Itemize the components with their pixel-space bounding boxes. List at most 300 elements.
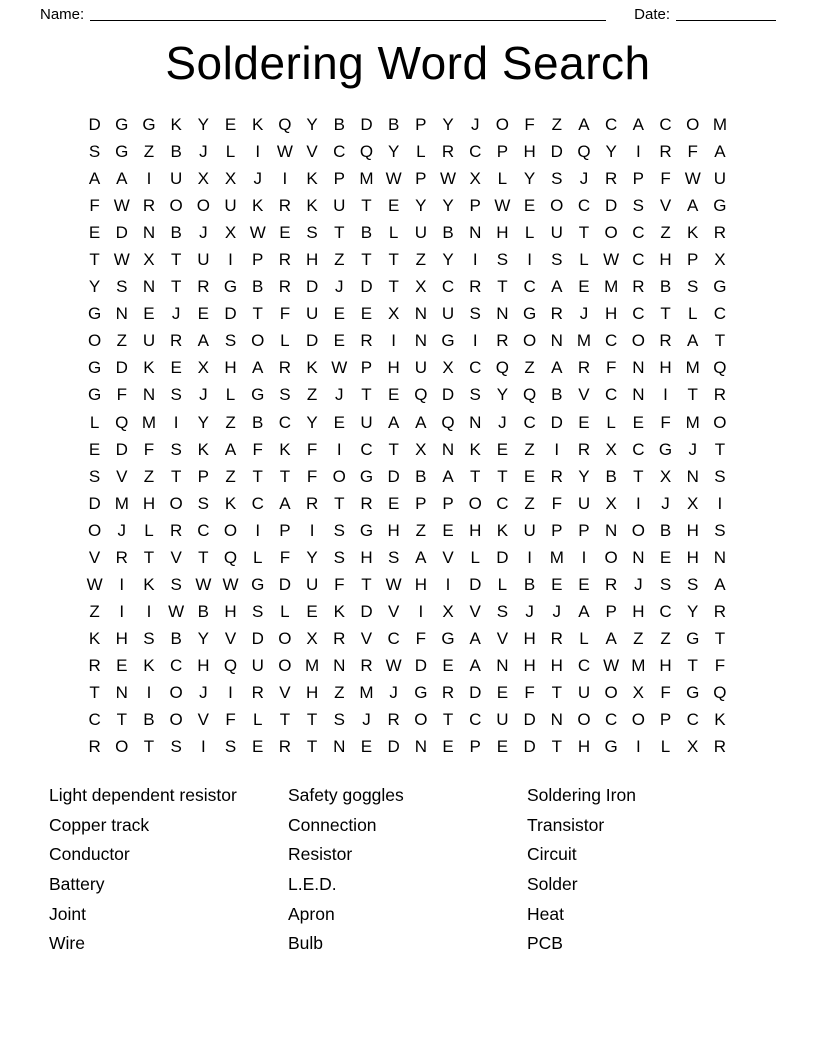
grid-cell: A	[387, 412, 400, 432]
grid-cell: W	[168, 601, 185, 621]
word-list	[49, 781, 789, 959]
grid-cell: A	[714, 142, 726, 162]
grid-cell: T	[279, 466, 291, 486]
grid-cell: O	[604, 683, 618, 702]
grid-cell: A	[687, 331, 699, 351]
grid-cell: R	[713, 385, 727, 405]
grid-cell: E	[88, 223, 101, 243]
grid-cell: C	[197, 520, 210, 540]
grid-cell: Z	[225, 412, 236, 432]
grid-cell: J	[171, 304, 181, 324]
grid-cell: F	[306, 439, 318, 459]
grid-cell: T	[578, 223, 590, 243]
grid-cell: G	[223, 277, 238, 297]
grid-cell: Y	[306, 115, 318, 135]
grid-cell: L	[252, 547, 263, 567]
word-list-item: Circuit	[527, 844, 577, 865]
grid-cell: K	[88, 628, 101, 648]
grid-cell: J	[335, 385, 344, 405]
grid-cell: I	[635, 493, 641, 513]
grid-cell: D	[441, 385, 455, 405]
grid-cell: F	[660, 169, 671, 189]
grid-cell: O	[604, 223, 618, 243]
grid-cell: B	[605, 466, 617, 486]
grid-cell: K	[143, 358, 155, 378]
word-list-column-2	[288, 781, 527, 959]
grid-cell: F	[116, 385, 127, 405]
grid-cell: E	[306, 601, 318, 621]
grid-cell: U	[441, 304, 455, 324]
grid-cell: Z	[116, 331, 127, 351]
word-list-item: PCB	[527, 933, 563, 954]
grid-cell: Y	[415, 196, 427, 216]
grid-cell: Y	[197, 628, 210, 648]
grid-cell: V	[224, 628, 237, 648]
grid-cell: U	[713, 169, 727, 189]
grid-cell: K	[469, 439, 481, 459]
grid-cell: H	[659, 250, 672, 270]
grid-cell: Z	[143, 466, 155, 486]
grid-cell: O	[332, 466, 346, 486]
grid-cell: H	[686, 547, 699, 567]
grid-cell: T	[252, 304, 263, 324]
grid-cell: E	[523, 196, 536, 216]
grid-cell: T	[89, 683, 100, 702]
grid-cell: R	[360, 331, 373, 351]
grid-cell: M	[604, 277, 619, 297]
grid-cell: E	[224, 115, 237, 135]
grid-cell: E	[578, 277, 590, 297]
grid-cell: Z	[524, 439, 535, 459]
grid-cell: X	[687, 493, 699, 513]
grid-cell: P	[496, 142, 509, 162]
grid-cell: A	[714, 574, 726, 594]
grid-cell: G	[713, 277, 727, 297]
grid-cell: A	[116, 169, 128, 189]
grid-cell: P	[605, 601, 617, 621]
grid-cell: N	[414, 331, 427, 351]
grid-cell: I	[472, 250, 478, 270]
grid-cell: N	[142, 223, 156, 243]
grid-cell: W	[603, 250, 620, 270]
grid-cell: L	[579, 628, 589, 648]
grid-cell: T	[497, 277, 508, 297]
grid-cell: Q	[223, 547, 238, 567]
grid-cell: U	[414, 358, 427, 378]
grid-cell: P	[469, 196, 481, 216]
grid-cell: X	[605, 493, 617, 513]
grid-cell: A	[687, 196, 699, 216]
grid-cell: T	[388, 250, 399, 270]
grid-cell: T	[442, 710, 454, 730]
grid-cell: E	[442, 520, 454, 540]
grid-cell: B	[659, 520, 672, 540]
grid-cell: S	[306, 223, 318, 243]
grid-cell: A	[632, 115, 645, 135]
grid-cell: O	[550, 196, 564, 216]
grid-cell: E	[387, 385, 400, 405]
grid-cell: D	[88, 493, 101, 513]
grid-cell: E	[578, 412, 590, 432]
grid-cell: R	[550, 304, 563, 324]
grid-cell: Y	[197, 115, 210, 135]
grid-cell: G	[87, 304, 102, 324]
grid-cell: L	[579, 250, 589, 270]
grid-cell: Q	[278, 115, 292, 135]
word-list-item: Soldering Iron	[527, 785, 636, 806]
grid-cell: A	[578, 601, 590, 621]
grid-cell: I	[282, 169, 288, 189]
grid-cell: S	[279, 385, 291, 405]
grid-cell: E	[252, 737, 264, 757]
grid-cell: C	[333, 142, 346, 162]
grid-cell: X	[605, 439, 617, 459]
grid-cell: R	[278, 196, 292, 216]
grid-cell: Z	[225, 466, 236, 486]
grid-cell: H	[659, 358, 672, 378]
grid-cell: I	[527, 250, 532, 270]
grid-cell: C	[605, 710, 618, 730]
grid-cell: M	[549, 547, 564, 567]
grid-cell: C	[577, 655, 591, 675]
grid-cell: X	[469, 169, 481, 189]
grid-cell: K	[306, 169, 318, 189]
grid-cell: R	[278, 250, 292, 270]
grid-cell: G	[686, 683, 700, 702]
grid-cell: U	[523, 520, 536, 540]
grid-cell: R	[577, 358, 591, 378]
grid-cell: S	[224, 737, 237, 757]
grid-cell: O	[87, 331, 102, 351]
grid-cell: O	[686, 115, 700, 135]
grid-cell: F	[252, 439, 263, 459]
grid-cell: H	[469, 520, 482, 540]
grid-cell: C	[659, 601, 672, 621]
grid-cell: N	[142, 385, 156, 405]
grid-cell: I	[255, 142, 261, 162]
grid-cell: C	[278, 412, 292, 432]
grid-cell: S	[88, 142, 101, 162]
word-list-column-3	[527, 781, 767, 959]
grid-cell: L	[606, 412, 616, 432]
grid-cell: Z	[524, 493, 535, 513]
grid-cell: O	[604, 547, 618, 567]
grid-cell: I	[635, 737, 641, 757]
grid-cell: C	[387, 628, 400, 648]
grid-cell: I	[472, 331, 478, 351]
grid-cell: C	[523, 277, 536, 297]
grid-cell: F	[551, 493, 562, 513]
grid-cell: E	[116, 655, 128, 675]
grid-cell: E	[442, 655, 454, 675]
grid-cell: D	[115, 223, 128, 243]
grid-cell: O	[522, 331, 537, 351]
grid-cell: W	[684, 169, 701, 189]
grid-cell: S	[632, 196, 645, 216]
grid-cell: N	[115, 304, 128, 324]
grid-cell: X	[197, 358, 210, 378]
grid-cell: C	[441, 277, 455, 297]
grid-cell: F	[143, 439, 155, 459]
grid-cell: L	[252, 710, 263, 730]
grid-cell: A	[469, 655, 481, 675]
grid-cell: J	[362, 710, 371, 730]
grid-cell: D	[550, 142, 563, 162]
grid-cell: D	[523, 710, 536, 730]
grid-cell: K	[714, 710, 726, 730]
grid-cell: U	[360, 412, 373, 432]
grid-cell: W	[113, 250, 130, 270]
grid-cell: U	[197, 250, 210, 270]
grid-cell: I	[200, 737, 206, 757]
grid-cell: C	[632, 250, 645, 270]
grid-cell: F	[415, 628, 427, 648]
grid-cell: R	[659, 331, 672, 351]
grid-cell: D	[605, 196, 618, 216]
grid-cell: H	[142, 493, 156, 513]
grid-cell: I	[119, 574, 125, 594]
grid-cell: Y	[523, 169, 536, 189]
grid-cell: O	[577, 710, 591, 730]
word-list-item: Bulb	[288, 933, 324, 954]
grid-cell: Z	[143, 142, 155, 162]
grid-cell: B	[170, 142, 182, 162]
grid-cell: X	[415, 439, 427, 459]
grid-cell: G	[686, 628, 700, 648]
grid-cell: S	[714, 520, 726, 540]
grid-cell: D	[469, 683, 482, 702]
grid-cell: I	[173, 412, 179, 432]
grid-cell: C	[496, 493, 509, 513]
grid-cell: X	[143, 250, 155, 270]
grid-cell: D	[550, 412, 563, 432]
grid-cell: Q	[522, 385, 537, 405]
grid-cell: L	[660, 737, 671, 757]
grid-cell: R	[632, 277, 645, 297]
grid-cell: D	[305, 331, 319, 351]
grid-cell: U	[333, 196, 346, 216]
grid-cell: W	[494, 196, 511, 216]
grid-cell: D	[88, 115, 101, 135]
grid-cell: N	[550, 331, 563, 351]
grid-cell: S	[551, 169, 563, 189]
grid-cell: R	[278, 277, 292, 297]
grid-cell: U	[251, 655, 264, 675]
grid-cell: Y	[578, 466, 590, 486]
grid-cell: J	[470, 115, 480, 135]
grid-cell: J	[579, 304, 589, 324]
grid-cell: K	[306, 358, 318, 378]
grid-cell: R	[441, 683, 455, 702]
grid-cell: X	[687, 737, 699, 757]
grid-cell: P	[252, 250, 264, 270]
grid-cell: I	[527, 547, 532, 567]
grid-cell: R	[115, 547, 128, 567]
grid-cell: U	[142, 331, 156, 351]
grid-cell: M	[359, 683, 374, 702]
grid-cell: O	[414, 710, 428, 730]
grid-cell: E	[333, 412, 345, 432]
grid-cell: W	[113, 196, 130, 216]
grid-cell: U	[305, 304, 319, 324]
grid-cell: C	[251, 493, 264, 513]
grid-cell: S	[469, 385, 481, 405]
grid-cell: G	[87, 385, 102, 405]
grid-cell: I	[635, 142, 641, 162]
grid-cell: S	[170, 385, 182, 405]
grid-cell: G	[359, 466, 374, 486]
grid-cell: O	[169, 493, 183, 513]
grid-cell: O	[169, 196, 183, 216]
grid-cell: T	[470, 466, 481, 486]
grid-cell: R	[360, 655, 373, 675]
grid-cell: I	[445, 574, 451, 594]
grid-cell: O	[278, 655, 292, 675]
grid-cell: R	[713, 737, 727, 757]
grid-cell: Y	[496, 385, 509, 405]
grid-cell: G	[658, 439, 673, 459]
grid-cell: V	[170, 547, 182, 567]
grid-cell: C	[632, 439, 645, 459]
grid-cell: I	[146, 601, 152, 621]
grid-cell: T	[334, 223, 345, 243]
grid-cell: W	[86, 574, 103, 594]
grid-cell: J	[498, 412, 507, 432]
grid-cell: S	[333, 547, 345, 567]
grid-cell: E	[197, 304, 210, 324]
grid-cell: E	[496, 439, 509, 459]
grid-cell: J	[661, 493, 670, 513]
grid-cell: H	[496, 223, 509, 243]
grid-cell: B	[659, 277, 672, 297]
grid-cell: V	[279, 683, 291, 702]
grid-cell: V	[659, 196, 672, 216]
grid-cell: C	[360, 439, 373, 459]
grid-cell: T	[551, 737, 562, 757]
grid-cell: Z	[551, 115, 562, 135]
grid-cell: H	[632, 601, 645, 621]
grid-cell: Z	[306, 385, 318, 405]
grid-cell: P	[415, 115, 427, 135]
grid-cell: N	[469, 412, 482, 432]
grid-cell: H	[197, 655, 210, 675]
grid-cell: I	[119, 601, 125, 621]
word-list-item: Connection	[288, 814, 377, 835]
grid-cell: N	[469, 223, 482, 243]
grid-cell: S	[116, 277, 128, 297]
grid-cell: E	[360, 737, 373, 757]
grid-cell: W	[385, 169, 402, 189]
grid-cell: V	[496, 628, 509, 648]
grid-cell: T	[252, 466, 263, 486]
grid-cell: L	[388, 223, 399, 243]
grid-cell: J	[552, 601, 562, 621]
grid-cell: O	[713, 412, 727, 432]
grid-cell: J	[199, 385, 208, 405]
grid-cell: D	[305, 277, 319, 297]
grid-cell: I	[663, 385, 668, 405]
grid-cell: K	[333, 601, 345, 621]
grid-cell: R	[469, 277, 482, 297]
grid-cell: L	[416, 142, 426, 162]
grid-cell: W	[385, 574, 402, 594]
grid-cell: Y	[442, 250, 454, 270]
grid-cell: W	[331, 358, 348, 378]
grid-cell: F	[279, 547, 291, 567]
grid-cell: J	[634, 574, 643, 594]
grid-cell: S	[333, 520, 345, 540]
grid-cell: Z	[524, 358, 535, 378]
grid-cell: T	[687, 655, 698, 675]
grid-cell: F	[279, 304, 291, 324]
grid-cell: D	[523, 737, 536, 757]
grid-cell: Y	[442, 196, 454, 216]
grid-cell: I	[146, 683, 152, 702]
grid-cell: V	[442, 547, 454, 567]
grid-cell: A	[224, 439, 237, 459]
grid-cell: S	[197, 493, 210, 513]
grid-cell: R	[197, 277, 210, 297]
grid-cell: O	[631, 520, 645, 540]
grid-cell: Y	[88, 277, 101, 297]
grid-cell: A	[469, 628, 481, 648]
grid-cell: I	[228, 683, 233, 702]
grid-cell: A	[551, 358, 563, 378]
grid-cell: B	[333, 115, 345, 135]
grid-cell: E	[170, 358, 182, 378]
grid-cell: T	[714, 628, 726, 648]
grid-cell: S	[714, 466, 726, 486]
grid-cell: V	[88, 547, 101, 567]
grid-cell: S	[170, 574, 182, 594]
grid-cell: B	[360, 223, 373, 243]
grid-cell: G	[142, 115, 156, 135]
grid-cell: R	[170, 520, 183, 540]
word-list-item: Heat	[527, 903, 564, 924]
grid-cell: C	[605, 331, 618, 351]
grid-cell: D	[387, 466, 400, 486]
grid-cell: C	[632, 304, 645, 324]
grid-cell: T	[334, 493, 345, 513]
grid-cell: R	[550, 628, 563, 648]
grid-cell: L	[89, 412, 100, 432]
grid-cell: M	[359, 169, 374, 189]
grid-cell: G	[604, 737, 618, 757]
grid-cell: S	[143, 628, 155, 648]
grid-cell: N	[414, 304, 427, 324]
grid-cell: K	[224, 493, 237, 513]
grid-cell: N	[713, 547, 727, 567]
grid-cell: V	[116, 466, 128, 486]
grid-cell: A	[551, 277, 563, 297]
grid-cell: A	[415, 412, 427, 432]
grid-cell: Q	[223, 655, 238, 675]
grid-cell: N	[632, 385, 645, 405]
grid-cell: E	[632, 412, 645, 432]
grid-cell: F	[89, 196, 100, 216]
grid-cell: K	[306, 196, 318, 216]
grid-cell: N	[632, 358, 645, 378]
grid-cell: N	[333, 655, 346, 675]
grid-cell: R	[278, 358, 292, 378]
word-list-column-1	[49, 781, 288, 959]
grid-cell: G	[359, 520, 374, 540]
grid-cell: U	[550, 223, 563, 243]
word-list-item: Apron	[288, 903, 335, 924]
grid-cell: P	[469, 737, 481, 757]
grid-cell: F	[524, 683, 535, 702]
grid-cell: D	[414, 655, 427, 675]
